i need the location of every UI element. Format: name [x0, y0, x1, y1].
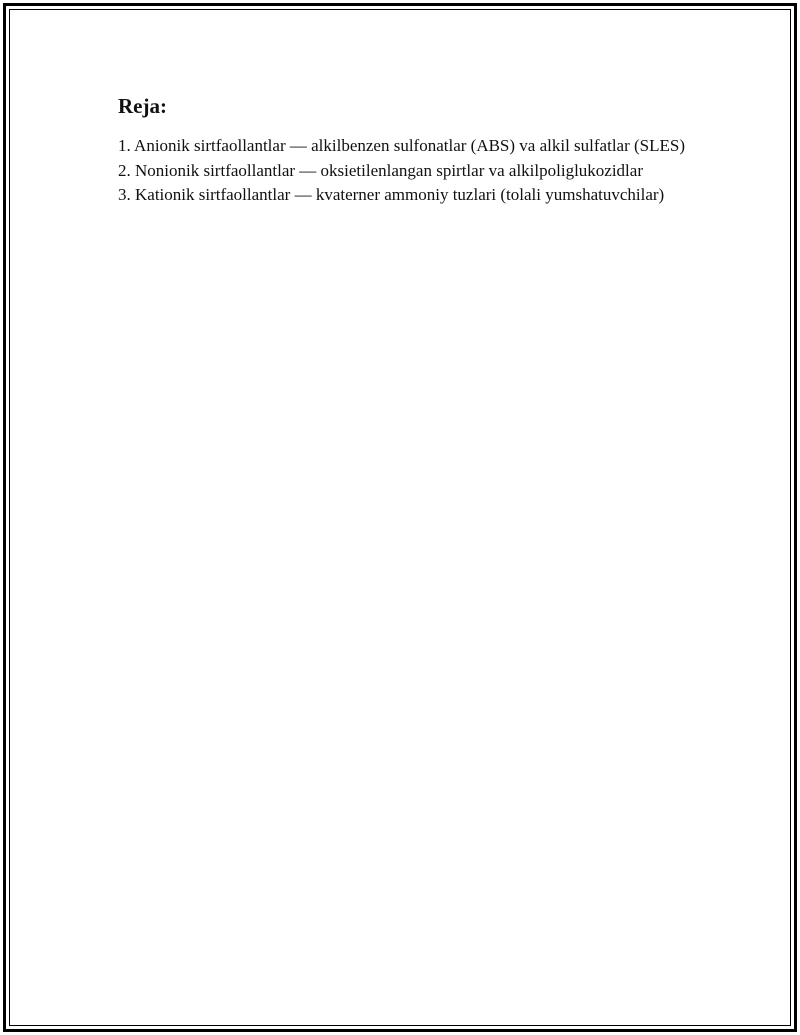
- plan-heading: Reja:: [118, 94, 167, 118]
- document-content: [118, 92, 688, 208]
- plan-list: [118, 134, 688, 208]
- plan-item-anionic: 1. Anionik sirtfaollantlar — alkilbenzen sulfonatlar (ABS) va alkil sulfatlar (SLES): [118, 136, 686, 155]
- plan-item-nonionic: 2. Nonionik sirtfaollantlar — oksietilenlangan spirtlar va alkilpoliglukozidlar: [118, 160, 643, 180]
- plan-item-cationic: 3. Kationik sirtfaollantlar — kvaterner ammoniy tuzlari (tolali yumshatuvchilar): [118, 185, 665, 204]
